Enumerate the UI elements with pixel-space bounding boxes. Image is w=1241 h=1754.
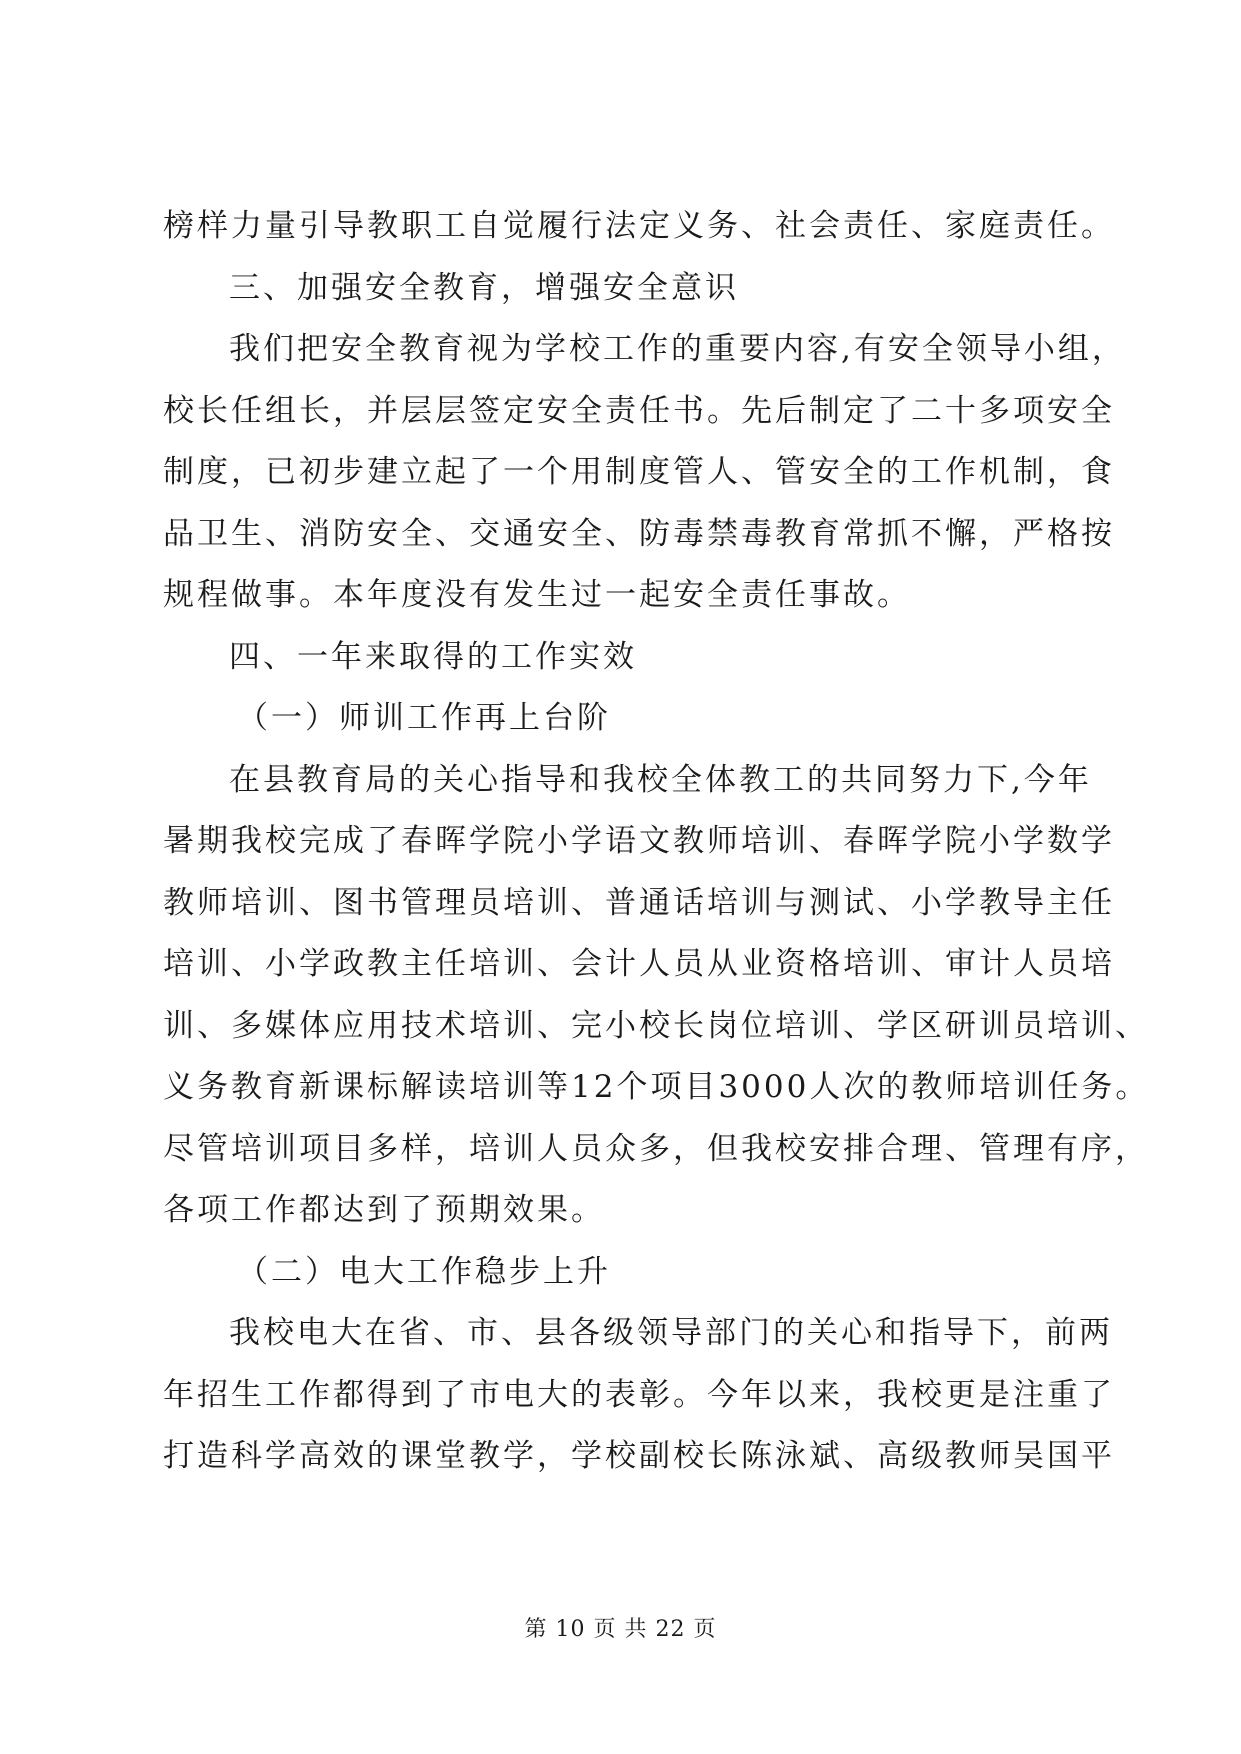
paragraph-line: 各项工作都达到了预期效果。 [163,1192,605,1228]
subsection-heading-1: （一）师训工作再上台阶 [237,700,611,736]
paragraph-line: 规程做事。本年度没有发生过一起安全责任事故。 [163,577,911,613]
paragraph-line: 年招生工作都得到了市电大的表彰。今年以来，我校更是注重了 [163,1376,1115,1413]
paragraph-continuation: 榜样力量引导教职工自觉履行法定义务、社会责任、家庭责任。 [163,208,1115,244]
paragraph-line: 教师培训、图书管理员培训、普通话培训与测试、小学教导主任 [163,884,1115,921]
paragraph-line: 义务教育新课标解读培训等12个项目3000人次的教师培训任务。 [163,1069,1150,1105]
section-heading-4: 四、一年来取得的工作实效 [229,638,637,675]
subsection-heading-2: （二）电大工作稳步上升 [237,1253,611,1290]
paragraph-line: 我们把安全教育视为学校工作的重要内容,有安全领导小组， [229,331,1126,367]
page-number-footer: 第 10 页 共 22 页 [524,1617,717,1642]
paragraph-line: 尽管培训项目多样，培训人员众多，但我校安排合理、管理有序， [163,1130,1149,1167]
paragraph-line: 我校电大在省、市、县各级领导部门的关心和指导下，前两 [229,1315,1113,1351]
body-text [163,196,1150,1488]
paragraph-line: 训、多媒体应用技术培训、完小校长岗位培训、学区研训员培训、 [163,1007,1149,1044]
paragraph-line: 品卫生、消防安全、交通安全、防毒禁毒教育常抓不懈，严格按 [163,515,1115,552]
paragraph-line: 培训、小学政教主任培训、会计人员从业资格培训、审计人员培 [163,946,1115,982]
paragraph-line: 打造科学高效的课堂教学，学校副校长陈泳斌、高级教师吴国平 [163,1438,1115,1474]
paragraph-line: 校长任组长，并层层签定安全责任书。先后制定了二十多项安全 [163,392,1115,429]
paragraph-line: 制度，已初步建立起了一个用制度管人、管安全的工作机制，食 [163,454,1115,490]
paragraph-line: 在县教育局的关心指导和我校全体教工的共同努力下,今年 [229,761,1092,798]
paragraph-line: 暑期我校完成了春晖学院小学语文教师培训、春晖学院小学数学 [163,823,1115,859]
section-heading-3: 三、加强安全教育，增强安全意识 [229,269,739,306]
